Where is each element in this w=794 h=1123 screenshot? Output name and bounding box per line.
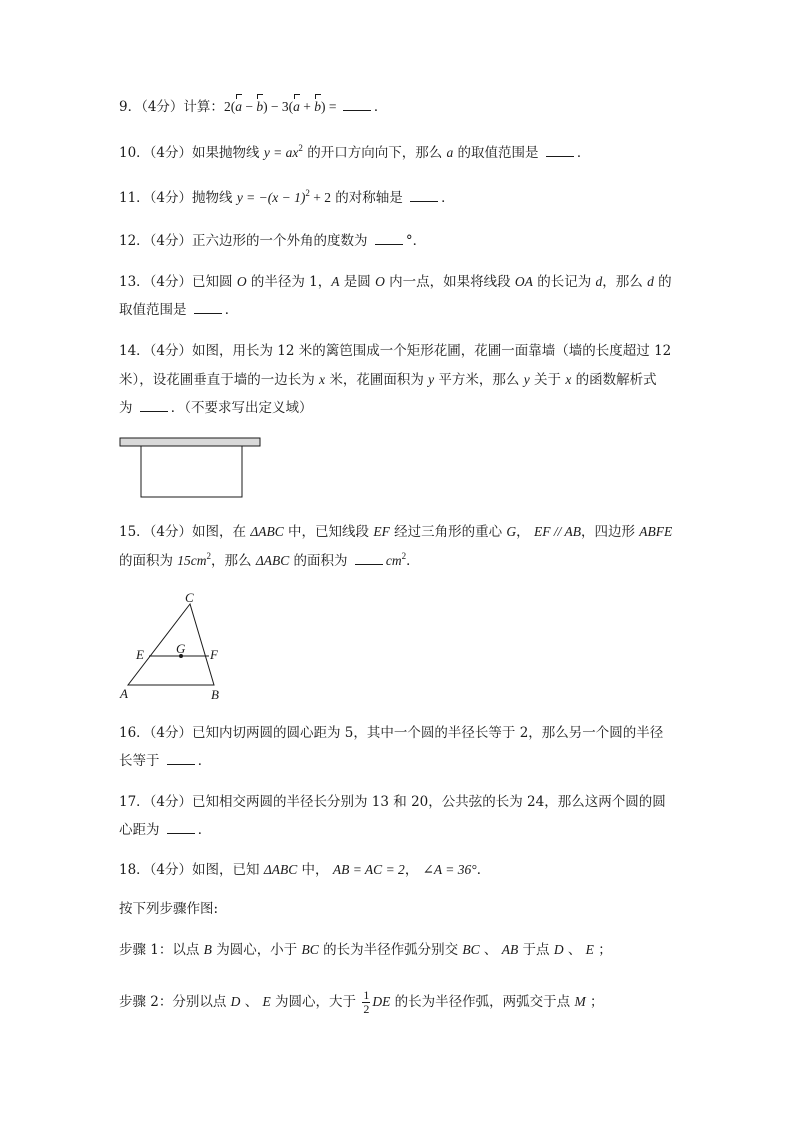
question-17-line-1: 17．（4分）已知相交两圆的半径长分别为 13 和 20，公共弦的长为 24，那么这两个圆的圆 — [119, 794, 666, 810]
question-10: 10．（4分）如果抛物线 $y = ax^2$ 的开口方向向下，那么 a 的取值范围是 ． — [119, 142, 591, 161]
answer-blank — [167, 752, 195, 765]
question-18: 18．（4分）如图，已知 ΔABC 中， AB = AC = 2， ∠A = 36°． — [119, 862, 491, 878]
vector-a: a — [293, 97, 300, 117]
question-9: 9．（4分）计算：2(a − b) − 3(a + b) = ． — [119, 99, 388, 115]
label-f: F — [210, 647, 218, 662]
question-13-line-1: 13．（4分）已知圆 O 的半径为 1，A 是圆 O 内一点，如果将线段 OA 的长记为 d，那么 d 的 — [119, 274, 672, 290]
label-c: C — [185, 590, 194, 605]
figure-15-triangle — [116, 588, 236, 706]
question-17-line-2: 心距为 ． — [119, 822, 212, 838]
question-16-line-1: 16．（4分）已知内切两圆的圆心距为 5，其中一个圆的半径长等于 2，那么另一个圆的半径 — [119, 725, 664, 741]
steps-intro: 按下列步骤作图: — [119, 901, 219, 917]
question-15-line-1: 15．（4分）如图，在 ΔABC 中，已知线段 EF 经过三角形的重心 G， EF // AB，四边形 ABFE — [119, 524, 673, 540]
vector-a: a — [235, 97, 242, 117]
answer-blank — [410, 189, 438, 202]
answer-blank — [343, 98, 371, 111]
question-13-line-2: 取值范围是 ． — [119, 302, 239, 318]
label-a: A — [120, 686, 128, 701]
question-14-line-2: 米），设花圃垂直于墙的一边长为 x 米，花圃面积为 y 平方米，那么 y 关于 x 的函数解析式 — [119, 372, 657, 388]
answer-blank — [140, 399, 168, 412]
vector-b: b — [256, 97, 263, 117]
label-g: G — [176, 641, 186, 656]
label-e: E — [136, 647, 144, 662]
answer-blank — [167, 821, 195, 834]
question-14-line-3: 为 ．（不要求写出定义域） — [119, 400, 313, 416]
garden-rectangle — [141, 446, 242, 497]
answer-blank — [355, 552, 383, 565]
fraction-one-half: $\frac{1}{2}$ — [363, 988, 370, 1016]
step-2: 步骤 2：分别以点 D 、 E 为圆心，大于 $\frac{1}{2}$ DE 的长为半径作弧，两弧交于点 M ； — [119, 988, 604, 1016]
answer-blank — [546, 144, 574, 157]
triangle-abc — [128, 604, 214, 685]
question-15-line-2: 的面积为 $15cm^2$，那么 ΔABC 的面积为 $cm^2$． — [119, 550, 420, 569]
question-14-line-1: 14．（4分）如图，用长为 12 米的篱笆围成一个矩形花圃，花圃一面靠墙（墙的长度超过 12 — [119, 343, 672, 359]
question-12: 12．（4分）正六边形的一个外角的度数为 °． — [119, 233, 427, 249]
answer-blank — [375, 232, 403, 245]
question-11: 11．（4分）抛物线 $y = -(x - 1)^2 + 2$ 的对称轴是 ． — [119, 187, 455, 206]
vector-b: b — [314, 97, 321, 117]
answer-blank — [194, 301, 222, 314]
figure-14-garden — [118, 435, 266, 503]
label-b: B — [211, 687, 219, 702]
wall — [120, 438, 260, 446]
step-1: 步骤 1：以点 B 为圆心，小于 BC 的长为半径作弧分别交 BC 、 AB 于点 D 、 E ； — [119, 942, 612, 958]
question-16-line-2: 长等于 ． — [119, 753, 212, 769]
